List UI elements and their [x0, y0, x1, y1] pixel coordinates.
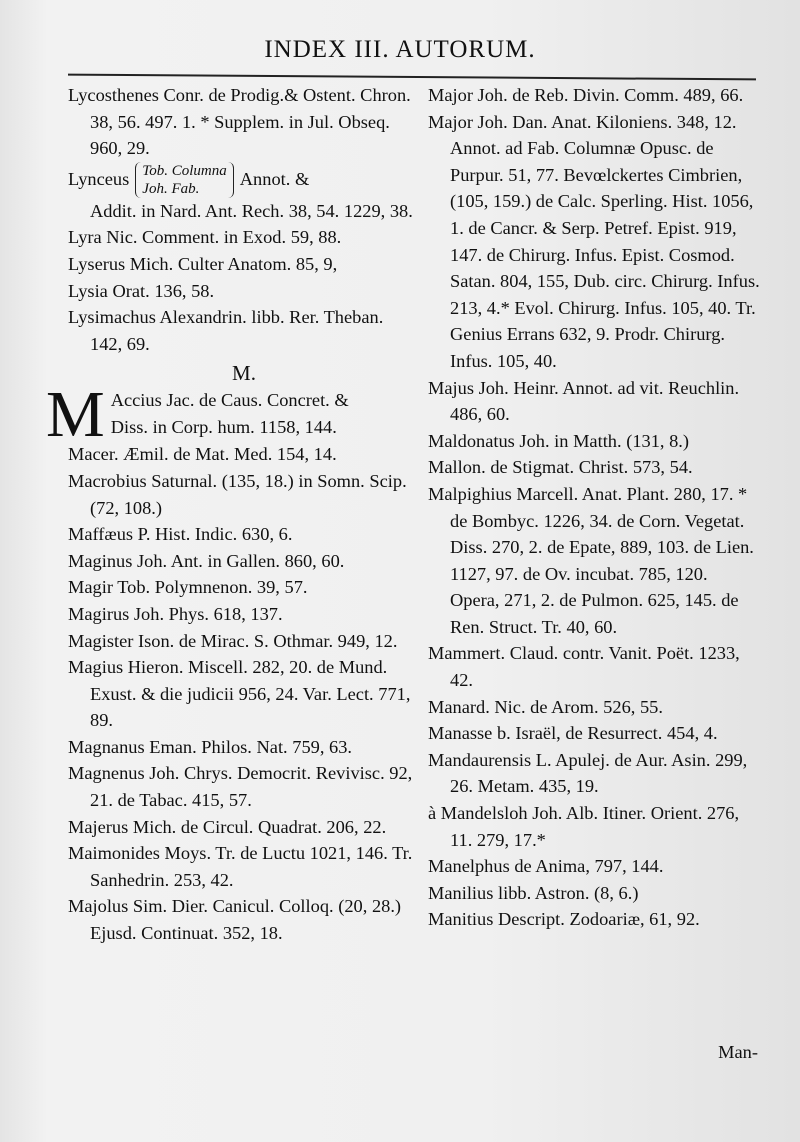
index-entry: à Mandelsloh Joh. Alb. Itiner. Orient. 276, 11. 279, 17.* [428, 803, 740, 850]
index-entry: Manard. Nic. de Arom. 526, 55. [428, 696, 663, 717]
catchword: Man- [718, 1042, 758, 1062]
index-entry: Lycosthenes Conr. de Prodig.& Ostent. Chron. 38, 56. 497. 1. * Supplem. in Jul. Obseq. 960, 29. [68, 85, 411, 159]
index-entry: Maldonatus Joh. in Matth. (131, 8.) [428, 430, 690, 451]
brace-item: Tob. Columna [142, 162, 227, 179]
index-entry: Macrobius Saturnal. (135, 18.) in Somn. Scip. (72, 108.) [68, 470, 407, 518]
entry-name: Lynceus [68, 169, 130, 190]
index-entry: Major Joh. de Reb. Divin. Comm. 489, 66. [428, 85, 744, 105]
index-entry: Mammert. Claud. contr. Vanit. Poët. 1233, 42. [428, 643, 740, 691]
brace-group [135, 162, 233, 198]
index-entry: Lyra Nic. Comment. in Exod. 59, 88. [68, 227, 342, 248]
page-header: INDEX III. AUTORUM. [264, 36, 536, 63]
index-entry: Lyserus Mich. Culter Anatom. 85, 9, [68, 253, 338, 274]
index-entry: Magister Ison. de Mirac. S. Othmar. 949, 12. [68, 630, 398, 651]
index-entry: Major Joh. Dan. Anat. Kiloniens. 348, 12. Annot. ad Fab. Columnæ Opusc. de Purpur. 51, 77. Bevœlckertes Cimbrien, (105, 159.) de Calc. Sperling. Hist. 1056, 1. de Cancr. & Serp. Petref. Epist. 919, 147. de Chirurg. Infus. Epist. Cosmod. Satan. 804, 155, Dub. circ. Chirurg. Infus. 213, 4.* Evol. Chirurg. Infus. 105, 40. Tr. Genius Errans 632, 9. Prodr. Chirurg. Infus. 105, 40. [428, 111, 760, 371]
index-entry: Lysimachus Alexandrin. libb. Rer. Theban. 142, 69. [68, 307, 384, 354]
index-entry: Majolus Sim. Dier. Canicul. Colloq. (20, 28.) Ejusd. Continuat. 352, 18. [68, 896, 402, 944]
entry-line: Diss. in Corp. hum. 1158, 144. [110, 416, 337, 437]
index-entry: Manilius libb. Astron. (8, 6.) [428, 882, 639, 903]
index-entry: Maimonides Moys. Tr. de Luctu 1021, 146. Tr. Sanhedrin. 253, 42. [68, 843, 413, 890]
index-entry: Magnenus Joh. Chrys. Democrit. Revivisc. 92, 21. de Tabac. 415, 57. [68, 763, 413, 811]
index-entry: Magius Hieron. Miscell. 282, 20. de Mund. Exust. & die judicii 956, 24. Var. Lect. 771, 89. [68, 657, 411, 731]
entry-text: Annot. & [239, 169, 310, 190]
entry-line: Accius Jac. de Caus. Concret. & [110, 390, 349, 411]
left-column [46, 82, 420, 947]
index-entry: Majerus Mich. de Circul. Quadrat. 206, 22. [68, 816, 387, 837]
section-heading: M. [232, 361, 256, 386]
index-entry: Magir Tob. Polymnenon. 39, 57. [68, 577, 308, 598]
index-entry: Manelphus de Anima, 797, 144. [428, 856, 664, 877]
drop-cap: M [46, 378, 105, 452]
index-entry: Malpighius Marcell. Anat. Plant. 280, 17. * de Bombyc. 1226, 34. de Corn. Vegetat. Diss. 270, 2. de Epate, 889, 103. de Lien. 1127, 97. de Ov. incubat. 785, 120. Opera, 271, 2. de Pulmon. 625, 145. de Ren. Struct. Tr. 40, 60. [428, 483, 754, 637]
index-entry: Magnanus Eman. Philos. Nat. 759, 63. [68, 736, 353, 757]
entry-continuation: Addit. in Nard. Ant. Rech. 38, 54. 1229, 38. [90, 200, 413, 221]
index-entry: Maginus Joh. Ant. in Gallen. 860, 60. [68, 550, 345, 571]
index-entry: Lysia Orat. 136, 58. [68, 280, 215, 301]
index-entry: Magirus Joh. Phys. 618, 137. [68, 603, 283, 624]
index-entry: Macer. Æmil. de Mat. Med. 154, 14. [68, 444, 337, 465]
index-entry: Manasse b. Israël, de Resurrect. 454, 4. [428, 723, 718, 744]
index-entry-maccius [46, 378, 420, 452]
right-column [428, 82, 760, 933]
index-entry-lynceus [68, 162, 420, 198]
index-entry: Maffæus P. Hist. Indic. 630, 6. [68, 524, 293, 545]
index-entry: Mallon. de Stigmat. Christ. 573, 54. [428, 457, 693, 478]
index-entry: Majus Joh. Heinr. Annot. ad vit. Reuchlin. 486, 60. [428, 377, 740, 425]
header-rule [68, 74, 756, 81]
index-entry: Mandaurensis L. Apulej. de Aur. Asin. 299, 26. Metam. 435, 19. [428, 749, 748, 797]
brace-item: Joh. Fab. [142, 180, 200, 197]
index-entry: Manitius Descript. Zodoariæ, 61, 92. [428, 909, 700, 930]
